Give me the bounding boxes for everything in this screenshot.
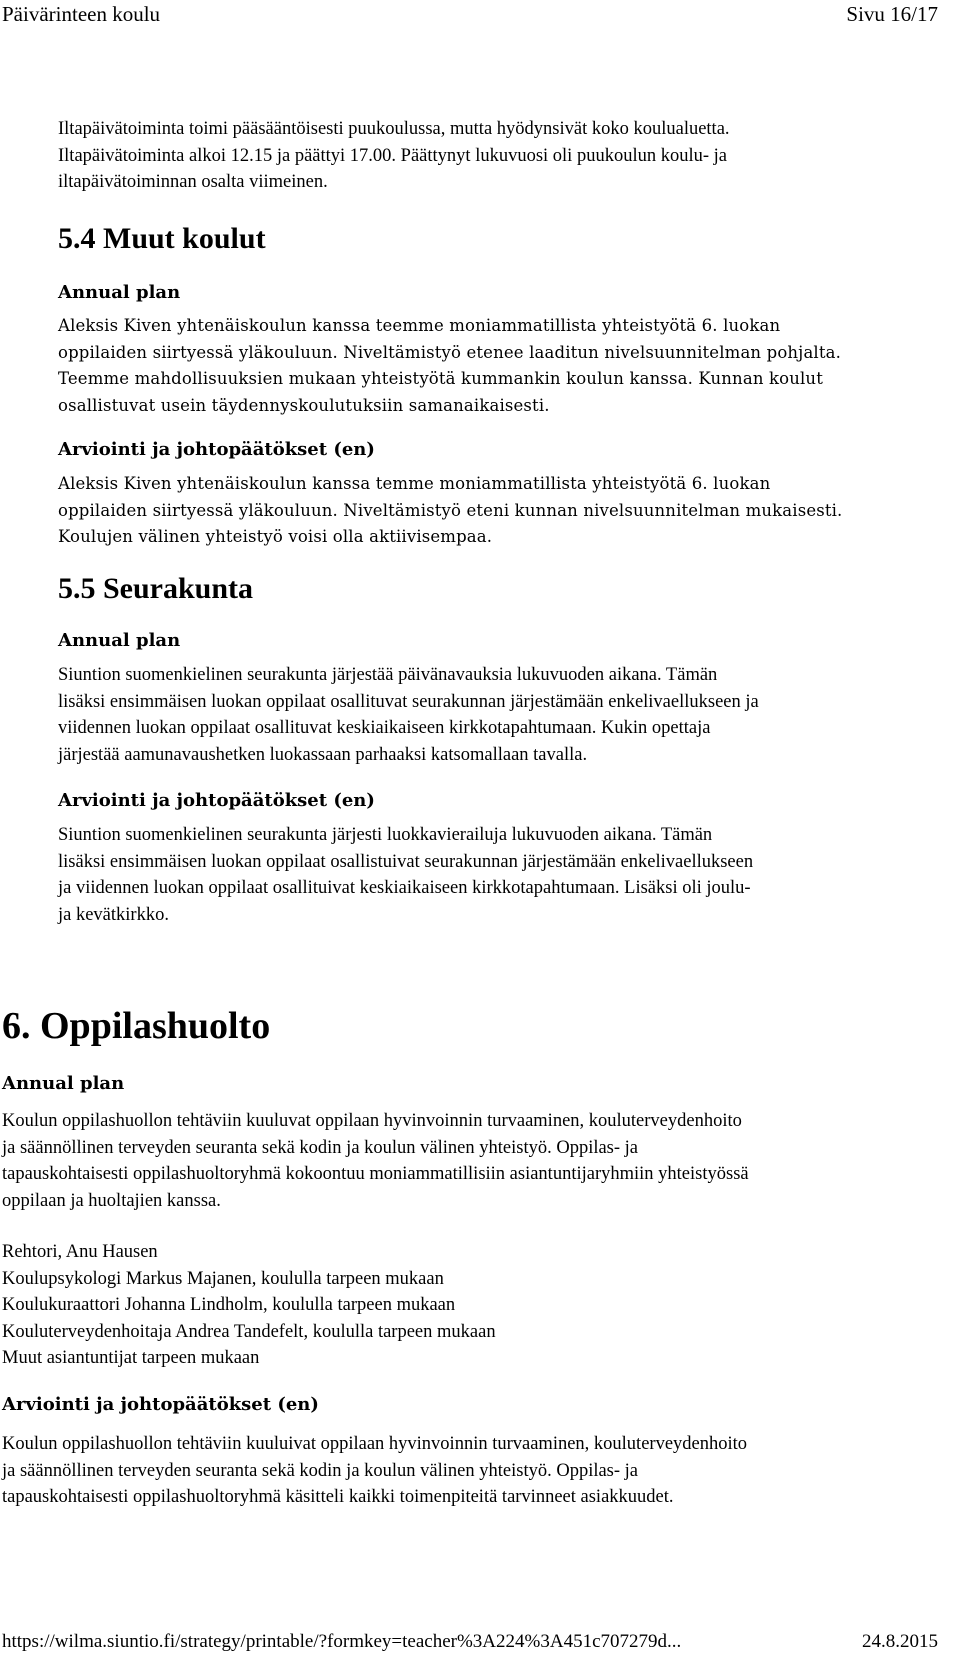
section-6-plan-heading (2, 1071, 938, 1097)
text-line: Siuntion suomenkielinen seurakunta järjestää päivänavauksia lukuvuoden aikana. Tämän (58, 665, 718, 685)
text-line: viidennen luokan oppilaat osallituvat keskiaikaiseen kirkkotapahtumaan. Kukin opettaja (58, 718, 711, 738)
section-title: 5.5 Seurakunta (58, 572, 254, 605)
text-line: Teemme mahdollisuuksien mukaan yhteistyötä kummankin koulun kanssa. Kunnan koulut (58, 369, 823, 388)
section-5-4-title (58, 222, 938, 256)
section-6-title (2, 1005, 938, 1047)
text-line: ja viidennen luokan oppilaat osallituivat keskiaikaiseen kirkkotapahtumaan. Lisäksi oli joulu- (58, 878, 751, 898)
text-line: tapauskohtaisesti oppilashuoltoryhmä käsitteli kaikki toimenpiteitä tarvinneet asiakkuudet. (2, 1487, 674, 1507)
footer-date: 24.8.2015 (862, 1631, 938, 1652)
section-5-5-eval-heading (58, 788, 938, 814)
section-6-eval-heading (2, 1392, 938, 1418)
section-5-5-eval-text (58, 822, 938, 928)
subheading: Annual plan (58, 630, 181, 651)
intro-paragraph (58, 116, 938, 196)
staff-line: Koulukuraattori Johanna Lindholm, koululla tarpeen mukaan (2, 1295, 456, 1315)
subheading: Annual plan (58, 282, 181, 303)
footer-url: https://wilma.siuntio.fi/strategy/printable/?formkey=teacher%3A224%3A451c707279d... (2, 1631, 682, 1652)
section-5-5-plan-text (58, 662, 938, 768)
section-6-staff-list (2, 1239, 938, 1372)
subheading: Arviointi ja johtopäätökset (en) (58, 790, 375, 811)
text-line: ja kevätkirkko. (58, 904, 169, 925)
subheading: Arviointi ja johtopäätökset (en) (2, 1394, 319, 1415)
text-line: oppilaiden siirtyessä yläkouluun. Niveltämistyö eteni kunnan nivelsuunnitelman mukaisesti. (58, 500, 843, 520)
text-line: Aleksis Kiven yhtenäiskoulun kanssa temme moniammatillista yhteistyötä 6. luokan (58, 474, 771, 493)
text-line: Koulujen välinen yhteistyö voisi olla aktiivisempaa. (58, 527, 493, 546)
staff-line: Muut asiantuntijat tarpeen mukaan (2, 1348, 260, 1368)
text-line: iltapäivätoiminnan osalta viimeinen. (58, 172, 328, 192)
text-line: Iltapäivätoiminta alkoi 12.15 ja päättyi 17.00. Päättynyt lukuvuosi oli puukoulun koulu- ja (58, 145, 727, 166)
text-line: järjestää aamunavaushetken luokassaan parhaaksi katsomallaan tavalla. (58, 744, 588, 765)
page-footer (0, 1630, 938, 1654)
text-line: oppilaan ja huoltajien kanssa. (2, 1190, 221, 1211)
text-line: osallistuvat usein täydennyskoulutuksiin samanaikaisesti. (58, 395, 550, 415)
text-line: Koulun oppilashuollon tehtäviin kuuluvat oppilaan hyvinvoinnin turvaaminen, kouluterveydenhoito (2, 1111, 742, 1131)
text-line: tapauskohtaisesti oppilashuoltoryhmä kokoontuu moniammatillisiin asiantuntijaryhmiin yhteistyössä (2, 1164, 749, 1184)
text-line: oppilaiden siirtyessä yläkouluun. Niveltämistyö etenee laaditun nivelsuunnitelman pohjalta. (58, 342, 842, 362)
text-line: lisäksi ensimmäisen luokan oppilaat osallistuivat seurakunnan järjestämään enkelivaellukseen (58, 851, 754, 872)
page-header (0, 2, 938, 26)
section-5-4-plan-text (58, 313, 938, 419)
staff-line: Koulupsykologi Markus Majanen, koululla tarpeen mukaan (2, 1268, 444, 1289)
section-5-4-eval-text (58, 471, 938, 551)
header-page-number: Sivu 16/17 (846, 2, 938, 26)
text-line: Iltapäivätoiminta toimi pääsääntöisesti puukoulussa, mutta hyödynsivät koko koulualuetta. (58, 119, 730, 139)
subheading: Annual plan (2, 1073, 125, 1094)
section-6-eval-text (2, 1431, 938, 1511)
section-5-5-plan-heading (58, 628, 938, 654)
section-5-4-plan-heading (58, 280, 938, 306)
staff-line: Kouluterveydenhoitaja Andrea Tandefelt, koululla tarpeen mukaan (2, 1321, 496, 1342)
text-line: Siuntion suomenkielinen seurakunta järjesti luokkavierailuja lukuvuoden aikana. Tämän (58, 825, 713, 845)
section-title: 6. Oppilashuolto (2, 1005, 271, 1047)
text-line: ja säännöllinen terveyden seuranta sekä kodin ja koulun välinen yhteistyö. Oppilas- ja (2, 1460, 639, 1481)
staff-line: Rehtori, Anu Hausen (2, 1242, 158, 1262)
section-5-5-title (58, 572, 938, 606)
section-title: 5.4 Muut koulut (58, 222, 266, 255)
subheading: Arviointi ja johtopäätökset (en) (58, 439, 375, 460)
text-line: Koulun oppilashuollon tehtäviin kuuluivat oppilaan hyvinvoinnin turvaaminen, kouluterveydenhoito (2, 1434, 748, 1454)
section-5-4-eval-heading (58, 437, 938, 463)
header-school-name: Päivärinteen koulu (2, 2, 161, 26)
text-line: lisäksi ensimmäisen luokan oppilaat osallituvat seurakunnan järjestämään enkelivaellukseen ja (58, 691, 759, 712)
text-line: ja säännöllinen terveyden seuranta sekä kodin ja koulun välinen yhteistyö. Oppilas- ja (2, 1137, 639, 1158)
section-6-plan-text (2, 1108, 938, 1214)
text-line: Aleksis Kiven yhtenäiskoulun kanssa teemme moniammatillista yhteistyötä 6. luokan (58, 316, 781, 335)
